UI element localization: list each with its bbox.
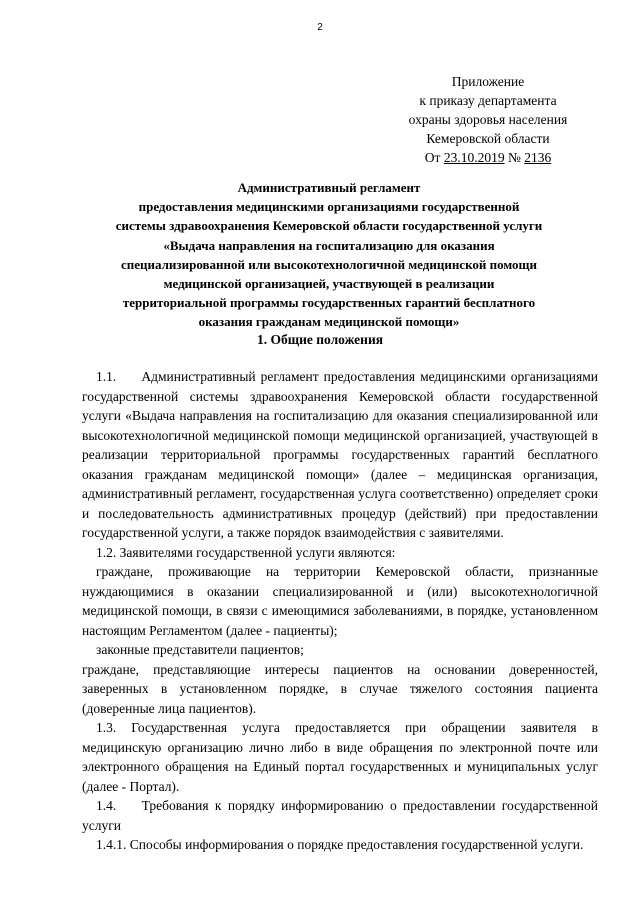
appendix-line: к приказу департамента [419, 93, 557, 108]
paragraph-applicants-citizens: граждане, проживающие на территории Кемеровской области, признанные нуждающимися в оказании специализированной и (или) высокотехнологичной медицинской помощи, в связи с имеющимися заболеваниями, в порядке, установленном настоящим Регламентом (далее - пациенты); [82, 564, 598, 638]
title-line: оказания гражданам медицинской помощи» [198, 314, 460, 330]
order-number: 2136 [524, 150, 552, 165]
paragraph-1-3: 1.3. Государственная услуга предоставляется при обращении заявителя в медицинскую организацию лично либо в виде обращения по электронной почте или электронного обращения на Единый портал государственных и муниципальных услуг (далее - Портал). [82, 720, 598, 794]
title-line: предоставления медицинскими организациями государственной [138, 199, 520, 215]
paragraph-1-2: 1.2. Заявителями государственной услуги являются: [96, 544, 396, 560]
order-date: 23.10.2019 [443, 150, 505, 165]
title-line: специализированной или высокотехнологичной медицинской помощи [120, 256, 538, 272]
document-title [62, 178, 596, 332]
title-line: территориальной программы государственных гарантий бесплатного [122, 295, 536, 311]
paragraph-authorized-persons: граждане, представляющие интересы пациентов на основании доверенностей, заверенных в установленном порядке, в случае тяжелого состояния пациента (доверенные лица пациентов). [82, 661, 598, 716]
paragraph-1-1: 1.1. Административный регламент предоставления медицинскими организациями государственной системы здравоохранения Кемеровской области государственной услуги «Выдача направления на госпитализацию для оказания специализированной или высокотехнологичной медицинской помощи медицинской организацией, участвующей в реализации территориальной программы государственных гарантий бесплатного оказания гражданам медицинской помощи» (далее – медицинская организация, административный регламент, государственная услуга соответственно) определяет сроки и последовательность административных процедур (действий) при предоставлении государственной услуги, а также порядок взаимодействия с заявителями. [82, 369, 598, 540]
paragraph-1-4-1: 1.4.1. Способы информирования о порядке предоставления государственной услуги. [96, 837, 584, 852]
title-line: медицинской организацией, участвующей в реализации [163, 276, 495, 292]
paragraph-legal-representatives: законные представители пациентов; [96, 642, 304, 657]
appendix-order-line [388, 148, 588, 167]
paragraph-1-4: 1.4. Требования к порядку информированию о предоставлении государственной услуги [82, 798, 598, 833]
title-line: системы здравоохранения Кемеровской области государственной услуги [115, 218, 543, 234]
appendix-line: Кемеровской области [426, 131, 550, 146]
appendix-block [388, 72, 588, 167]
document-body [82, 367, 598, 855]
title-line: «Выдача направления на госпитализацию для оказания [163, 237, 495, 253]
title-line: Административный регламент [237, 180, 421, 195]
number-sign: № [504, 150, 525, 165]
section-title: 1. Общие положения [256, 332, 384, 347]
page-number: 2 [317, 22, 323, 33]
date-prefix: От [424, 150, 444, 165]
appendix-line: охраны здоровья населения [408, 112, 568, 127]
appendix-line: Приложение [451, 74, 525, 89]
